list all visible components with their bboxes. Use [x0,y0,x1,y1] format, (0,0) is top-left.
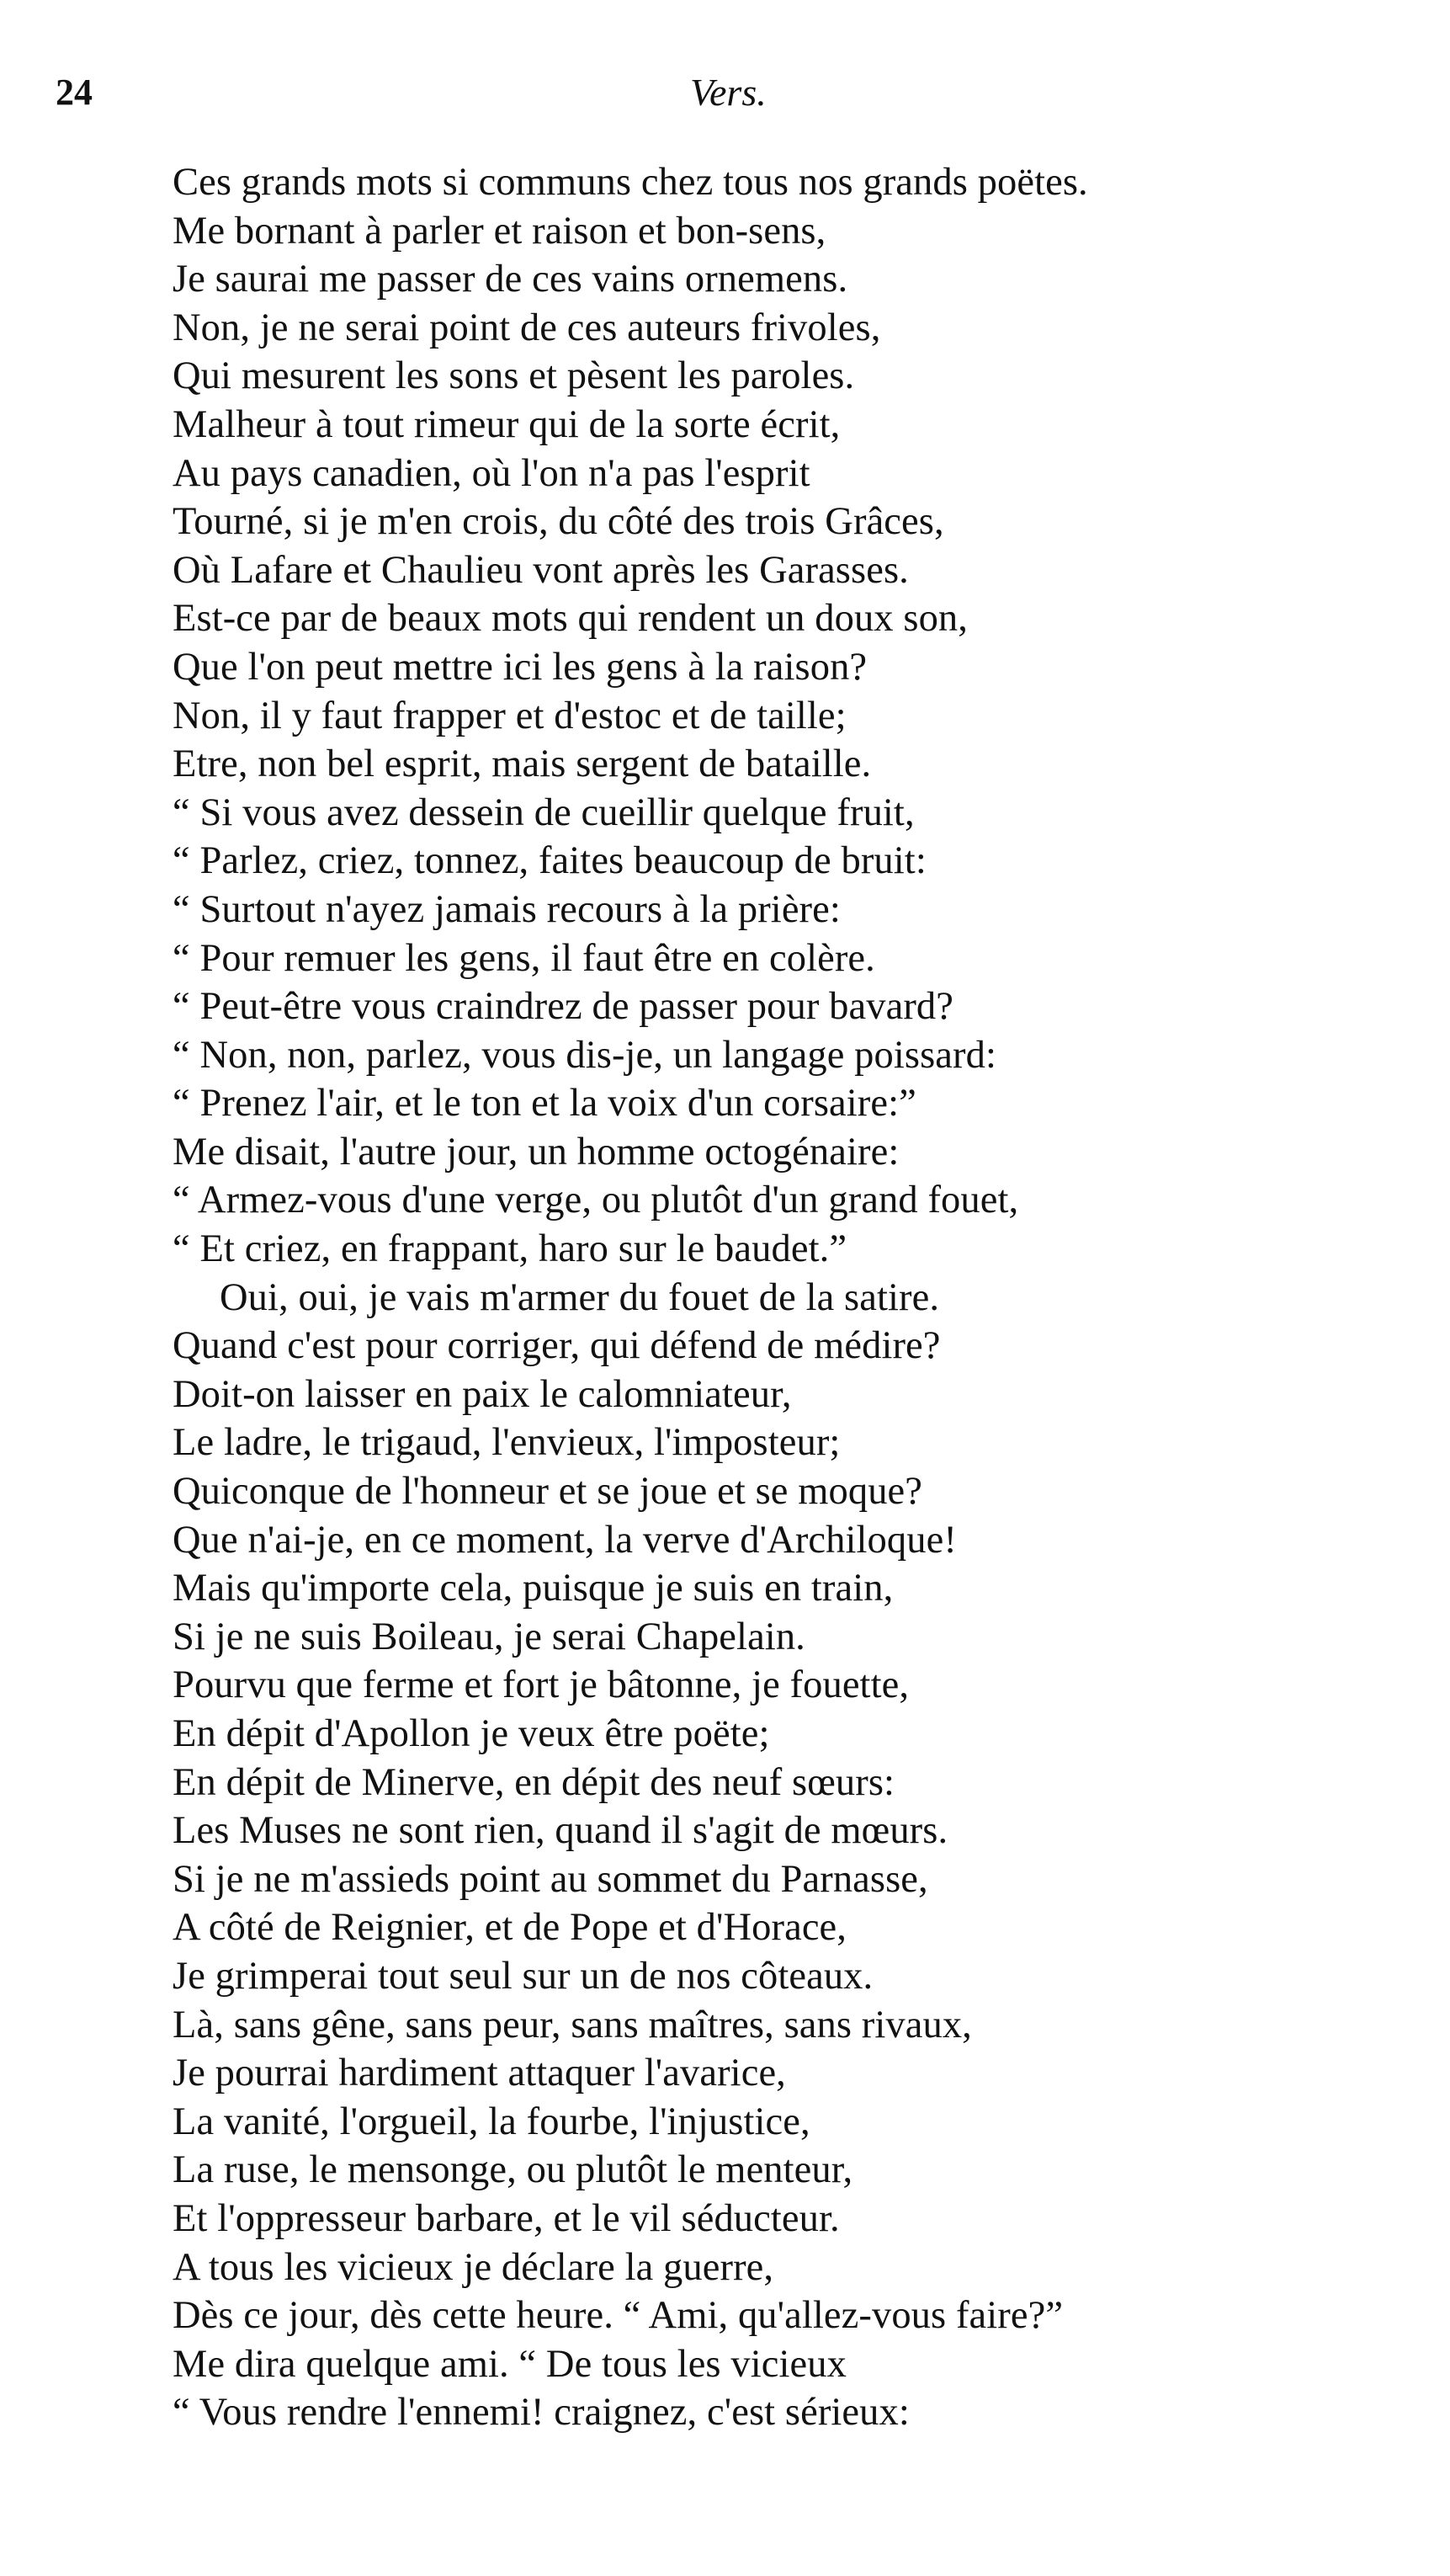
verse-line: Non, il y faut frapper et d'estoc et de taille; [173,694,847,737]
verse-line: “ Parlez, criez, tonnez, faites beaucoup de bruit: [173,839,927,883]
verse-line: Etre, non bel esprit, mais sergent de bataille. [173,742,872,786]
verse-line: “ Surtout n'ayez jamais recours à la prière: [173,887,841,931]
verse-line: Au pays canadien, où l'on n'a pas l'esprit [173,451,810,495]
verse-line: Quiconque de l'honneur et se joue et se moque? [173,1470,923,1514]
page-number: 24 [56,72,93,113]
verse-line: Je saurai me passer de ces vains ornemens. [173,258,848,301]
verse-line: Où Lafare et Chaulieu vont après les Garasses. [173,548,909,592]
verse-line: “ Pour remuer les gens, il faut être en colère. [173,936,875,980]
verse-line: A tous les vicieux je déclare la guerre, [173,2245,774,2289]
verse-line: Le ladre, le trigaud, l'envieux, l'imposteur; [173,1421,841,1465]
verse-line: “ Armez-vous d'une verge, ou plutôt d'un grand fouet, [173,1179,1019,1222]
verse-line: Mais qu'importe cela, puisque je suis en train, [173,1567,894,1610]
verse-line: Quand c'est pour corriger, qui défend de médire? [173,1324,941,1368]
verse-line: “ Prenez l'air, et le ton et la voix d'un corsaire:” [173,1082,916,1126]
page-header [0,67,1450,126]
verse-line: La ruse, le mensonge, ou plutôt le menteur, [173,2148,853,2192]
running-head: Vers. [690,71,767,114]
verse-line: En dépit d'Apollon je veux être poëte; [173,1712,770,1755]
verse-line: Me disait, l'autre jour, un homme octogénaire: [173,1130,900,1174]
verse-line: Là, sans gêne, sans peur, sans maîtres, sans rivaux, [173,2003,972,2046]
verse-line: Dès ce jour, dès cette heure. “ Ami, qu'allez-vous faire?” [173,2294,1064,2338]
verse-line: Et l'oppresseur barbare, et le vil séducteur. [173,2196,840,2240]
verse-line: La vanité, l'orgueil, la fourbe, l'injustice, [173,2100,810,2143]
verse-line: Si je ne suis Boileau, je serai Chapelain. [173,1615,805,1658]
verse-line: Ces grands mots si communs chez tous nos grands poëtes. [173,161,1088,204]
verse-line: Qui mesurent les sons et pèsent les paroles. [173,354,855,398]
verse-line: Pourvu que ferme et fort je bâtonne, je fouette, [173,1663,910,1707]
verse-line: Me bornant à parler et raison et bon-sens, [173,209,826,253]
verse-line: “ Vous rendre l'ennemi! craignez, c'est sérieux: [173,2391,910,2435]
verse-line: Je pourrai hardiment attaquer l'avarice, [173,2052,786,2095]
verse-line: A côté de Reignier, et de Pope et d'Horace, [173,1906,847,1950]
verse-line: “ Peut-être vous craindrez de passer pour bavard? [173,985,954,1029]
verse-line: Les Muses ne sont rien, quand il s'agit de mœurs. [173,1809,948,1853]
verse-line: En dépit de Minerve, en dépit des neuf sœurs: [173,1760,895,1804]
verse-line: “ Si vous avez dessein de cueillir quelque fruit, [173,790,915,834]
verse-line: Je grimperai tout seul sur un de nos côteaux. [173,1954,874,1998]
verse-line: Que n'ai-je, en ce moment, la verve d'Archiloque! [173,1518,957,1562]
verse-line: Tourné, si je m'en crois, du côté des trois Grâces, [173,500,944,544]
verse-line: Me dira quelque ami. “ De tous les vicieux [173,2342,847,2386]
verse-line: Oui, oui, je vais m'armer du fouet de la satire. [220,1275,940,1319]
verse-line: Si je ne m'assieds point au sommet du Parnasse, [173,1857,928,1901]
verse-line: Est-ce par de beaux mots qui rendent un doux son, [173,597,969,641]
verse-line: Que l'on peut mettre ici les gens à la raison? [173,645,868,689]
verse-line: Non, je ne serai point de ces auteurs frivoles, [173,306,881,349]
verse-line: Malheur à tout rimeur qui de la sorte écrit, [173,402,841,446]
verse-line: “ Non, non, parlez, vous dis-je, un langage poissard: [173,1033,996,1077]
verse-line: Doit-on laisser en paix le calomniateur, [173,1372,792,1416]
verse-line: “ Et criez, en frappant, haro sur le baudet.” [173,1227,847,1271]
verse-body [173,158,1384,2437]
